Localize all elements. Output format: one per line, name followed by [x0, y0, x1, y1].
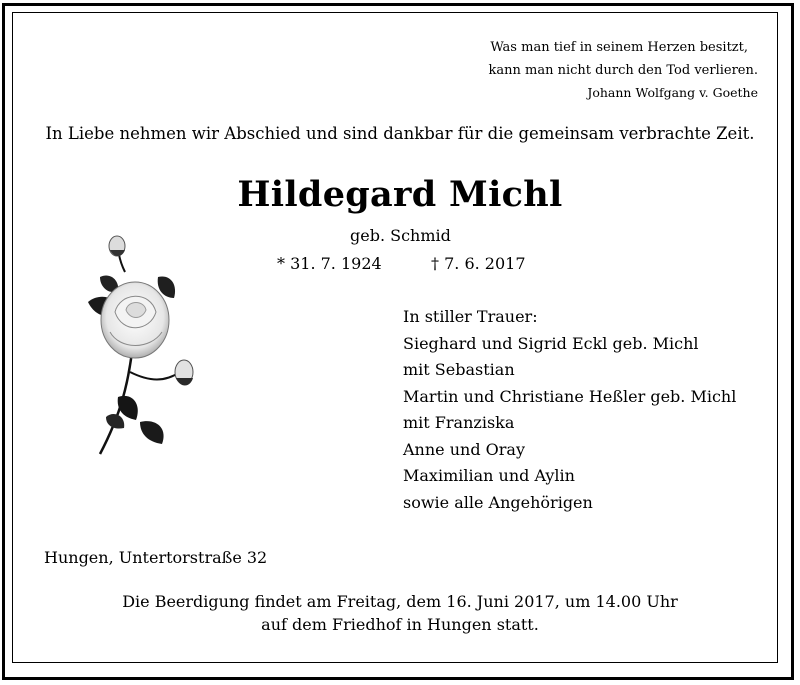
intro-text: In Liebe nehmen wir Abschied und sind dankbar für die gemeinsam verbrachte Zeit. — [45, 124, 755, 143]
mourner-line: sowie alle Angehörigen — [403, 492, 593, 512]
mourner-line: Maximilian und Aylin — [403, 466, 575, 485]
mourner-line: mit Franziska — [403, 413, 515, 432]
death-date: † 7. 6. 2017 — [431, 254, 526, 273]
maiden-name: geb. Schmid — [350, 226, 451, 245]
rose-icon — [70, 232, 210, 462]
mourners-heading: In stiller Trauer: — [403, 307, 538, 326]
funeral-line-1: Die Beerdigung findet am Freitag, dem 16. Juni 2017, um 14.00 Uhr — [122, 592, 678, 611]
address: Hungen, Untertorstraße 32 — [44, 548, 268, 567]
funeral-notice — [0, 590, 800, 636]
quote-author: Johann Wolfgang v. Goethe — [587, 85, 758, 100]
quote-line-2: kann man nicht durch den Tod verlieren. — [488, 63, 758, 78]
deceased-name: Hildegard Michl — [237, 174, 563, 215]
mourner-line: Anne und Oray — [403, 439, 525, 459]
mourners-block — [403, 304, 736, 516]
mourner-line: Martin und Christiane Heßler geb. Michl — [403, 386, 737, 406]
mourner-line: Sieghard und Sigrid Eckl geb. Michl — [403, 333, 699, 353]
mourner-line: mit Sebastian — [403, 360, 515, 379]
funeral-line-2: auf dem Friedhof in Hungen statt. — [261, 615, 539, 634]
quote-line-1: Was man tief in seinem Herzen besitzt, — [490, 40, 748, 55]
birth-date: * 31. 7. 1924 — [277, 254, 382, 273]
